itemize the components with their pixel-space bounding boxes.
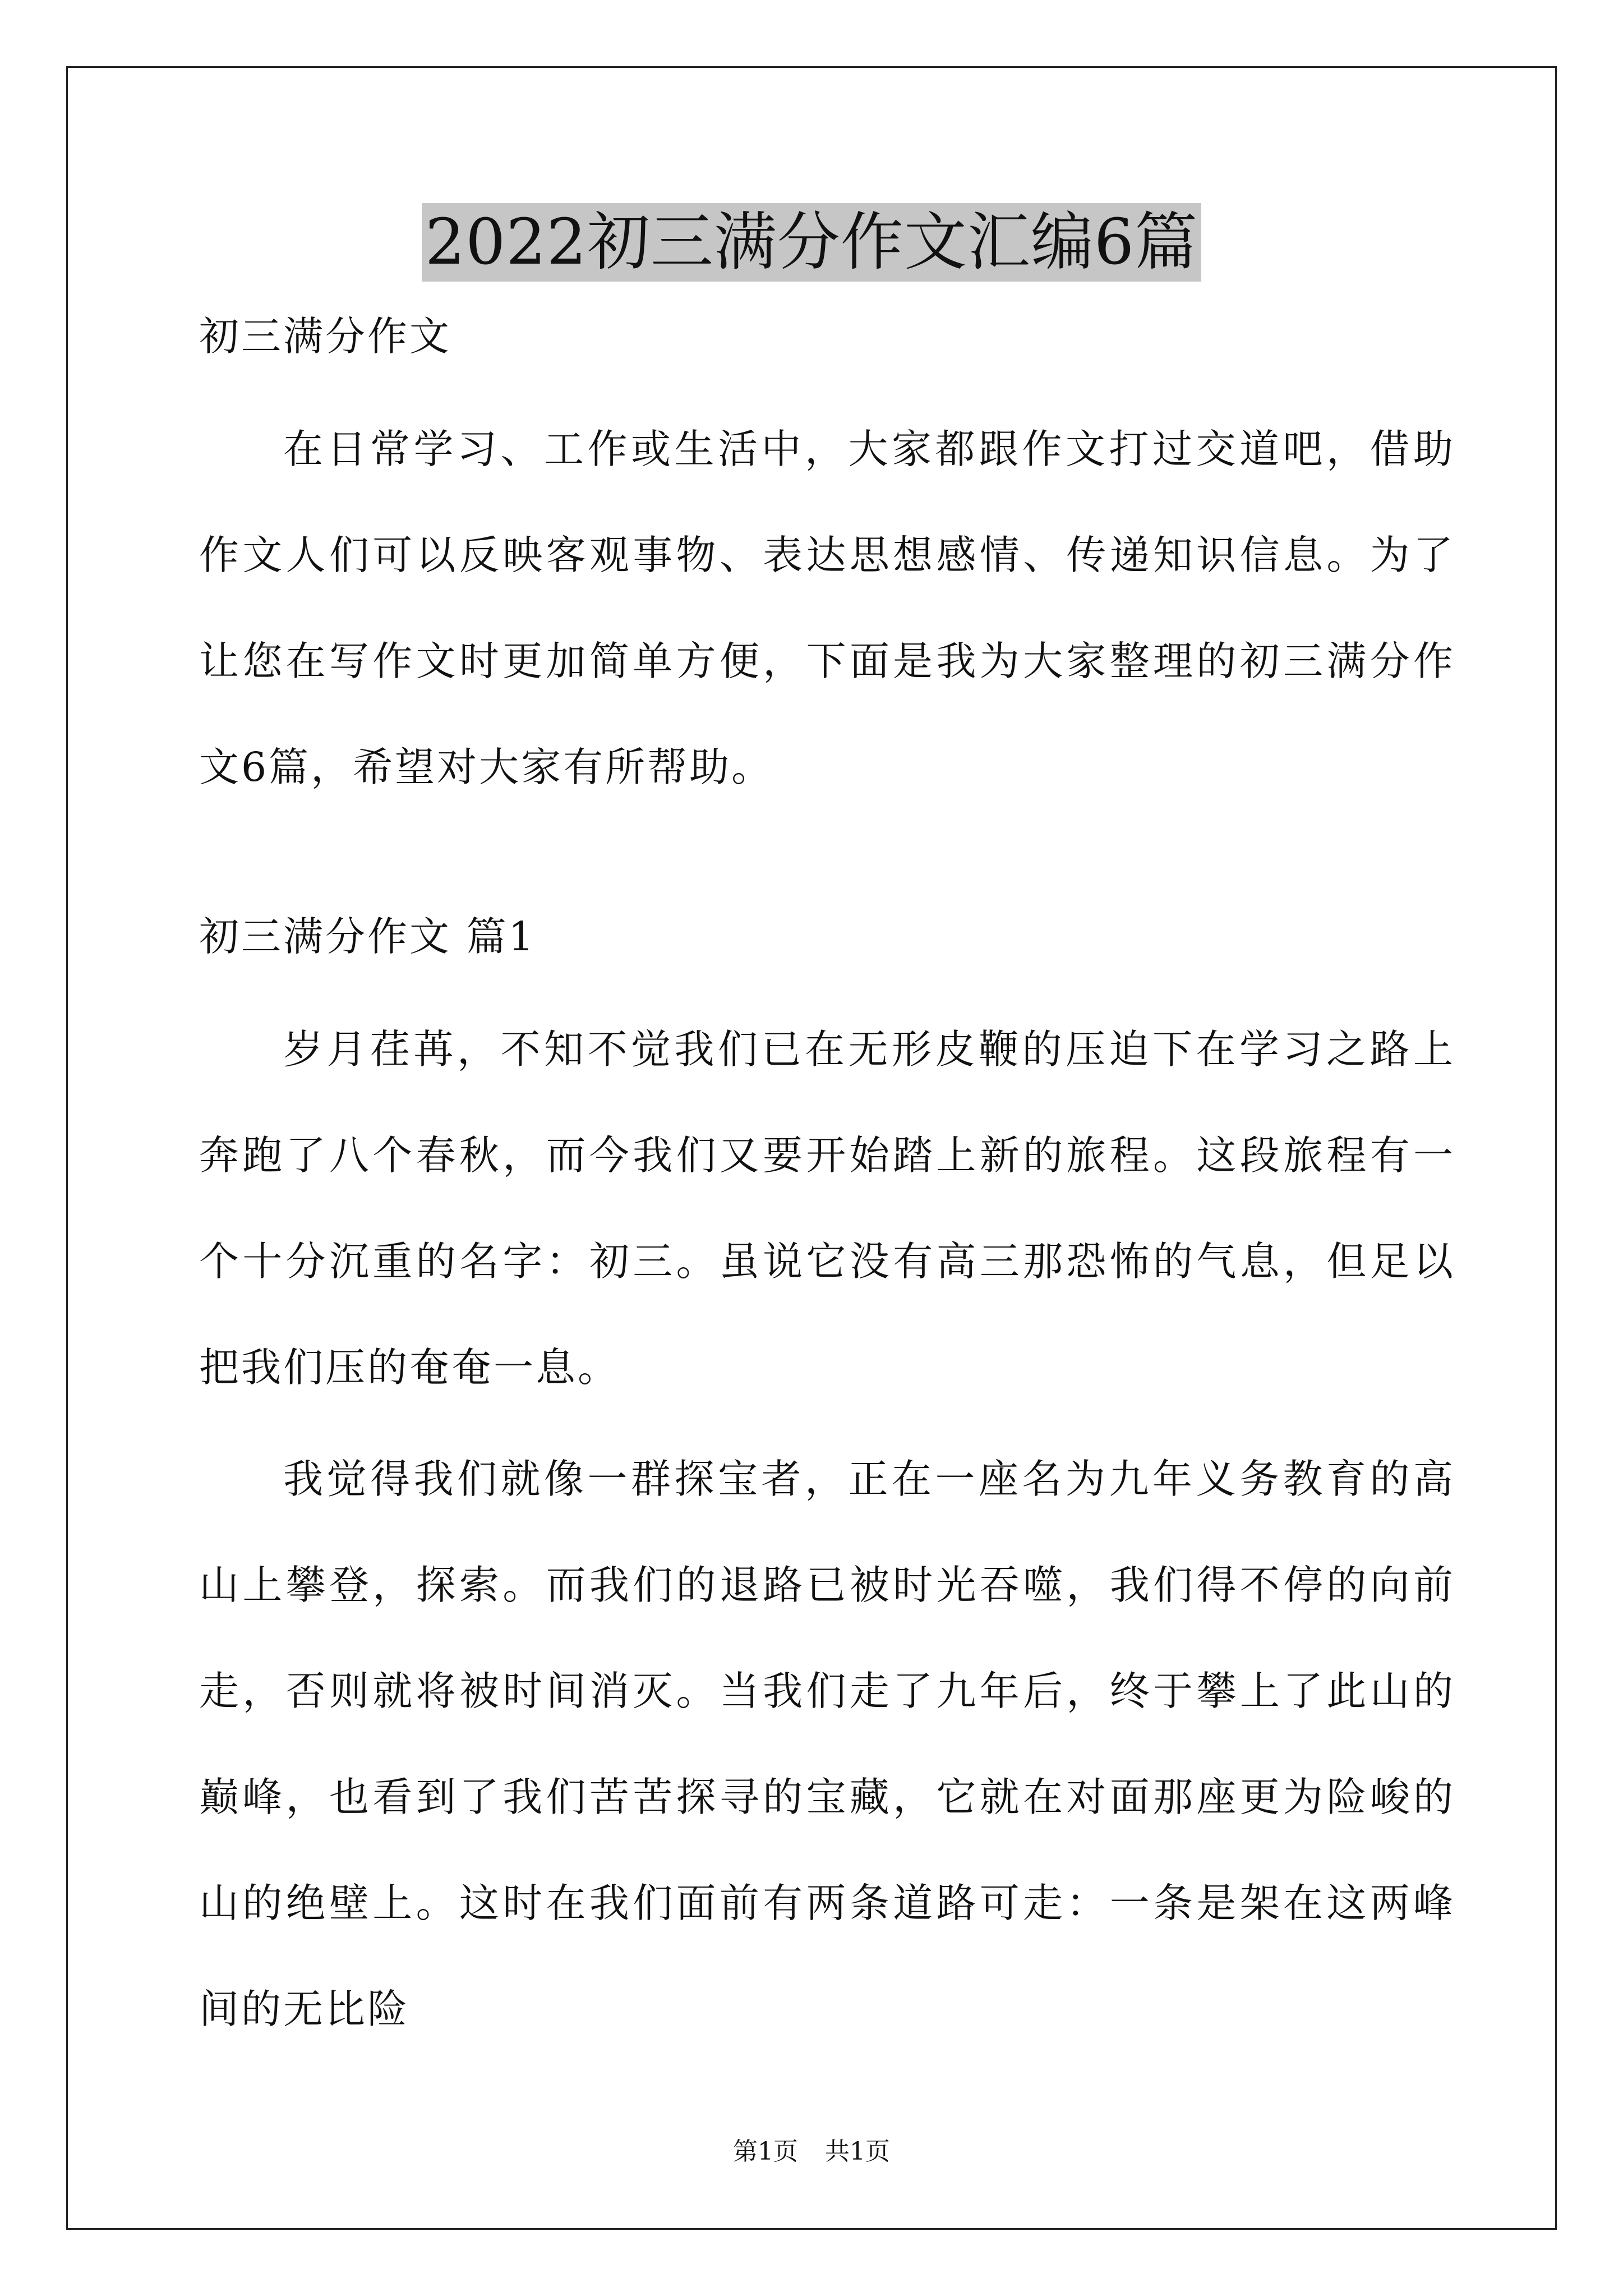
title-container xyxy=(0,203,1623,282)
page-number-current: 第1页 xyxy=(733,2137,798,2166)
section-heading: 初三满分作文 篇1 xyxy=(199,913,536,960)
page-footer xyxy=(0,2136,1623,2168)
body-paragraph: 我觉得我们就像一群探宝者，正在一座名为九年义务教育的高山上攀登，探索。而我们的退路已被时光吞噬，我们得不停的向前走，否则就将被时间消灭。当我们走了九年后，终于攀上了此山的巅峰，也看到了我们苦苦探寻的宝藏，它就在对面那座更为险峻的山的绝壁上。这时在我们面前有两条道路可走：一条是架在这两峰间的无比险 xyxy=(199,1456,1455,2032)
intro-heading: 初三满分作文 xyxy=(199,313,452,360)
document-body xyxy=(199,314,1455,2062)
body-paragraph: 岁月荏苒，不知不觉我们已在无形皮鞭的压迫下在学习之路上奔跑了八个春秋，而今我们又要开始踏上新的旅程。这段旅程有一个十分沉重的名字：初三。虽说它没有高三那恐怖的气息，但足以把我们压的奄奄一息。 xyxy=(199,1026,1455,1391)
page-number-total: 共1页 xyxy=(825,2137,890,2166)
intro-paragraph: 在日常学习、工作或生活中，大家都跟作文打过交道吧，借助作文人们可以反映客观事物、表达思想感情、传递知识信息。为了让您在写作文时更加简单方便，下面是我为大家整理的初三满分作文6篇，希望对大家有所帮助。 xyxy=(199,426,1455,790)
document-title: 2022初三满分作文汇编6篇 xyxy=(422,203,1201,282)
